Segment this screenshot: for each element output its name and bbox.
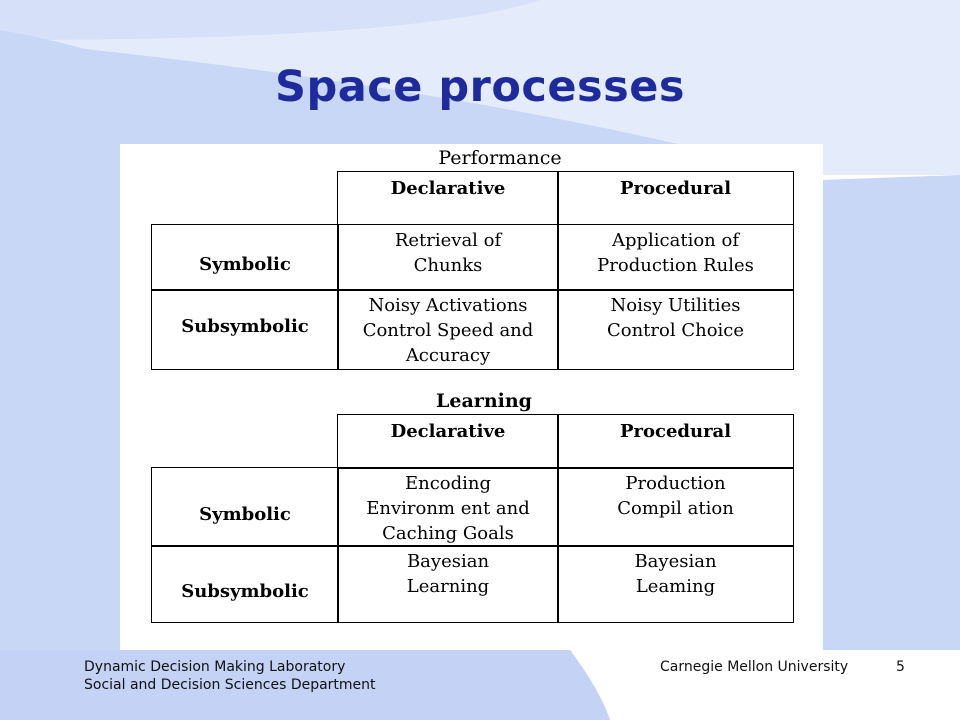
slide-title: Space processes [274,62,686,112]
performance-cell-subsymbolic-declarative: Noisy Activations Control Speed and Accuracy [337,289,559,370]
footer-university: Carnegie Mellon University [660,659,849,675]
learning-col-header-declarative: Declarative [337,414,559,469]
table-title-learning: Learning [436,390,532,412]
learning-cell-subsymbolic-procedural: Bayesian Leaming [557,545,794,623]
table-title-performance: Performance [438,147,562,169]
performance-cell-subsymbolic-procedural: Noisy Utilities Control Choice [557,289,794,370]
footer-department: Social and Decision Sciences Department [84,677,376,693]
performance-col-header-declarative: Declarative [337,171,559,225]
learning-col-header-procedural: Procedural [557,414,794,469]
performance-col-header-procedural: Procedural [557,171,794,225]
learning-row-header-subsymbolic: Subsymbolic [151,545,339,623]
learning-row-header-symbolic: Symbolic [151,467,339,547]
performance-row-header-subsymbolic: Subsymbolic [151,289,339,370]
slide-page-number: 5 [896,659,905,675]
footer-lab-name: Dynamic Decision Making Laboratory [84,659,346,675]
performance-row-header-symbolic: Symbolic [151,224,339,291]
performance-cell-symbolic-procedural: Application of Production Rules [557,224,794,291]
learning-cell-symbolic-declarative: Encoding Environm ent and Caching Goals [337,467,559,547]
learning-cell-subsymbolic-declarative: Bayesian Learning [337,545,559,623]
tables-panel [120,144,823,650]
learning-cell-symbolic-procedural: Production Compil ation [557,467,794,547]
performance-cell-symbolic-declarative: Retrieval of Chunks [337,224,559,291]
